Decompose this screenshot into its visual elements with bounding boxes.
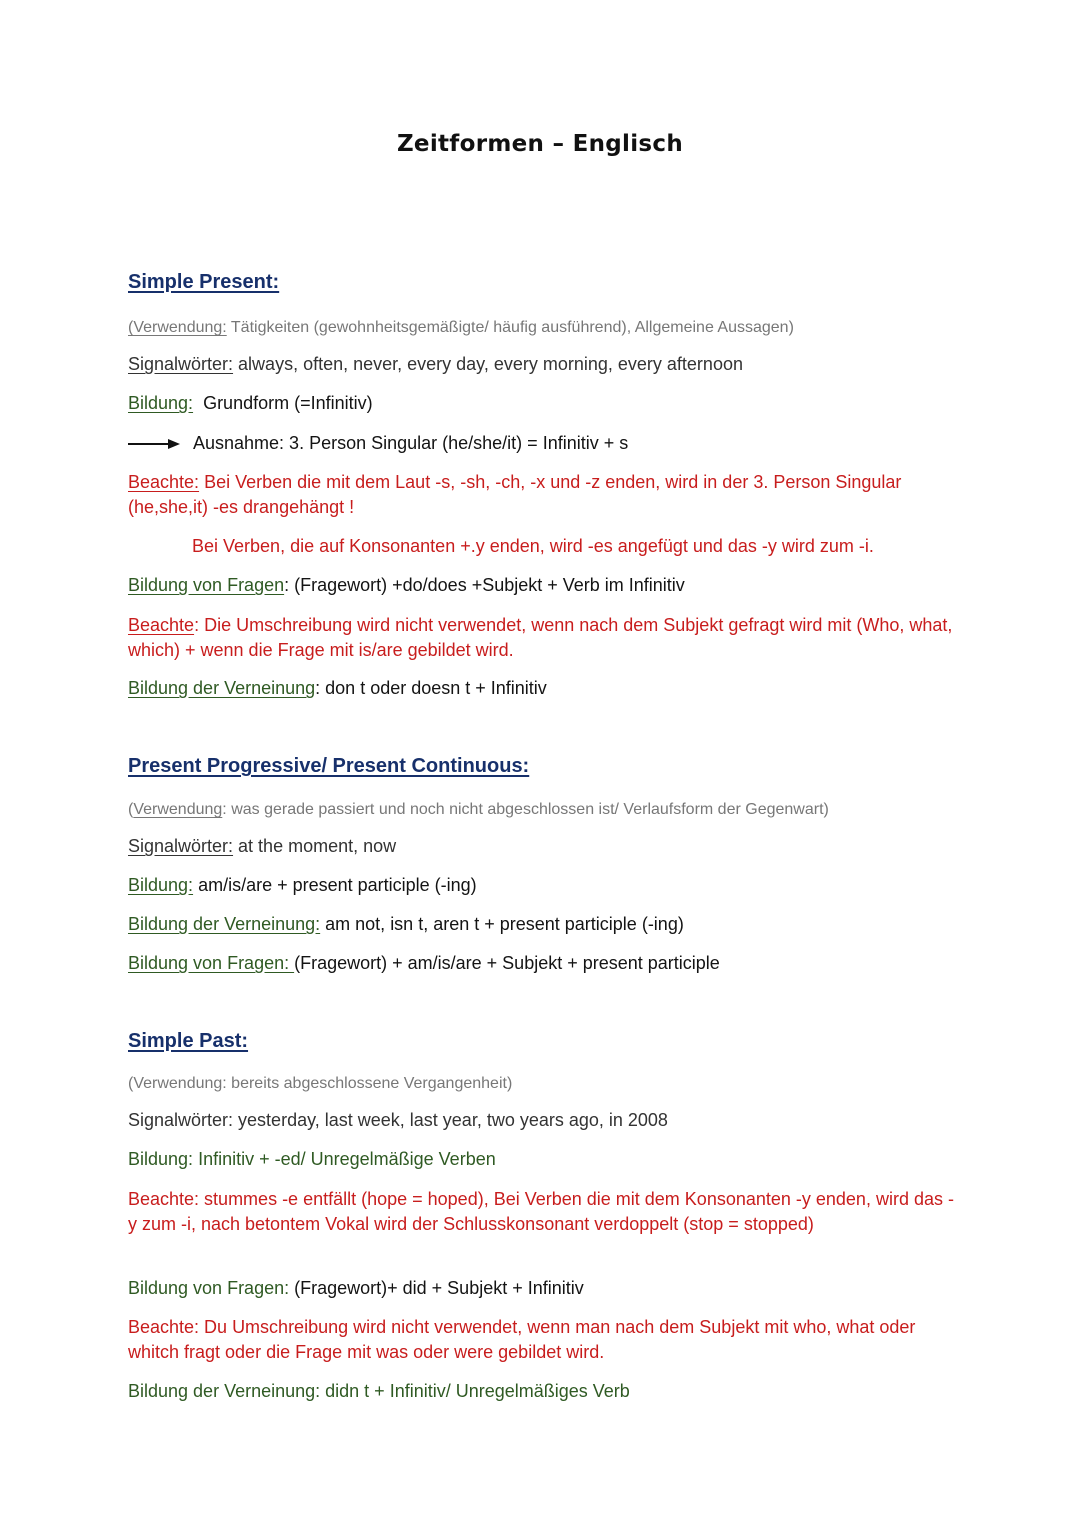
section-heading: Present Progressive/ Present Continuous: <box>128 755 530 777</box>
section-present-progressive <box>128 755 968 778</box>
bildung-label: Bildung: <box>128 393 194 413</box>
section-simple-past <box>128 1030 968 1053</box>
verwendung-line <box>128 797 988 822</box>
bildung-text: Grundform (=Infinitiv) <box>193 393 373 413</box>
fragen-text: (Fragewort) + am/is/are + Subjekt + present participle <box>294 953 720 973</box>
verneinung-line <box>128 912 968 937</box>
verneinung-label: Bildung der Verneinung: <box>128 914 321 934</box>
verneinung-text: am not, isn t, aren t + present participle (-ing) <box>320 914 684 934</box>
bildung-text: Infinitiv + -ed/ Unregelmäßige Verben <box>193 1149 496 1169</box>
verneinung-line: Bildung der Verneinung: didn t + Infinitiv/ Unregelmäßiges Verb <box>128 1381 630 1401</box>
fragen-line <box>128 1276 968 1301</box>
fragen-line <box>128 573 968 598</box>
signal-label: Signalwörter: <box>128 1110 234 1130</box>
signal-label: Signalwörter: <box>128 354 234 374</box>
fragen-label: Bildung von Fragen: <box>128 1278 290 1298</box>
beachte-line-2 <box>128 613 968 663</box>
verneinung-text: : don t oder doesn t + Infinitiv <box>315 678 547 698</box>
signal-text: always, often, never, every day, every morning, every afternoon <box>233 354 743 374</box>
section-simple-present <box>128 271 968 294</box>
ausnahme-line <box>128 431 968 456</box>
signal-text: at the moment, now <box>233 836 397 856</box>
right-arrow-icon <box>128 438 180 450</box>
section-heading: Simple Present: <box>128 271 280 293</box>
page-title: Zeitformen – Englisch <box>396 131 684 157</box>
signalwoerter-line <box>128 352 968 377</box>
beachte-line-1b: Bei Verben, die auf Konsonanten +.y enden, wird -es angefügt und das -y wird zum -i. <box>192 536 874 556</box>
verwendung-line <box>128 315 968 340</box>
beachte-label: Beachte <box>128 615 195 635</box>
bildung-line <box>128 873 968 898</box>
fragen-label: Bildung von Fragen <box>128 575 285 595</box>
verwendung-text: Tätigkeiten (gewohnheitsgemäßigte/ häufig ausführend), Allgemeine Aussagen) <box>226 319 794 336</box>
verwendung-line: (Verwendung: bereits abgeschlossene Vergangenheit) <box>128 1075 513 1092</box>
signal-text: yesterday, last week, last year, two years ago, in 2008 <box>233 1110 668 1130</box>
signalwoerter-line <box>128 1108 968 1133</box>
signal-label: Signalwörter: <box>128 836 234 856</box>
verneinung-line <box>128 676 968 701</box>
bildung-line <box>128 1147 968 1172</box>
signalwoerter-line <box>128 834 968 859</box>
beachte-line-2: Beachte: Du Umschreibung wird nicht verwendet, wenn man nach dem Subjekt mit who, what oder whitch fragt oder die Frage mit was oder were gebildet wird. <box>128 1317 916 1362</box>
bildung-line <box>128 391 968 416</box>
bildung-label: Bildung: <box>128 875 194 895</box>
bildung-label: Bildung: <box>128 1149 194 1169</box>
beachte-text: Bei Verben die mit dem Laut -s, -sh, -ch, -x und -z enden, wird in der 3. Person Singular (he,she,it) -es drangehängt ! <box>128 472 902 517</box>
ausnahme-text: Ausnahme: 3. Person Singular (he/she/it) = Infinitiv + s <box>193 433 629 453</box>
verwendung-label: Verwendung <box>133 801 223 818</box>
verwendung-paren: ( <box>128 801 134 818</box>
verwendung-text: : was gerade passiert und noch nicht abgeschlossen ist/ Verlaufsform der Gegenwart) <box>222 801 829 818</box>
verneinung-label: Bildung der Verneinung <box>128 678 316 698</box>
fragen-label: Bildung von Fragen: <box>128 953 295 973</box>
fragen-text: : (Fragewort) +do/does +Subjekt + Verb im Infinitiv <box>284 575 685 595</box>
fragen-line <box>128 951 968 976</box>
beachte-line-1 <box>128 470 968 520</box>
beachte-line-1: Beachte: stummes -e entfällt (hope = hoped), Bei Verben die mit dem Konsonanten -y enden, wird das -y zum -i, nach betontem Vokal wird der Schlusskonsonant verdoppelt (stop = stopped) <box>128 1189 954 1234</box>
section-heading: Simple Past: <box>128 1030 249 1052</box>
verwendung-label: (Verwendung: <box>128 319 227 336</box>
fragen-text: (Fragewort)+ did + Subjekt + Infinitiv <box>289 1278 584 1298</box>
bildung-text: am/is/are + present participle (-ing) <box>193 875 477 895</box>
beachte-text: : Die Umschreibung wird nicht verwendet, wenn nach dem Subjekt gefragt wird mit (Who, what, which) + wenn die Frage mit is/are gebildet wird. <box>128 615 953 660</box>
beachte-label: Beachte: <box>128 472 200 492</box>
